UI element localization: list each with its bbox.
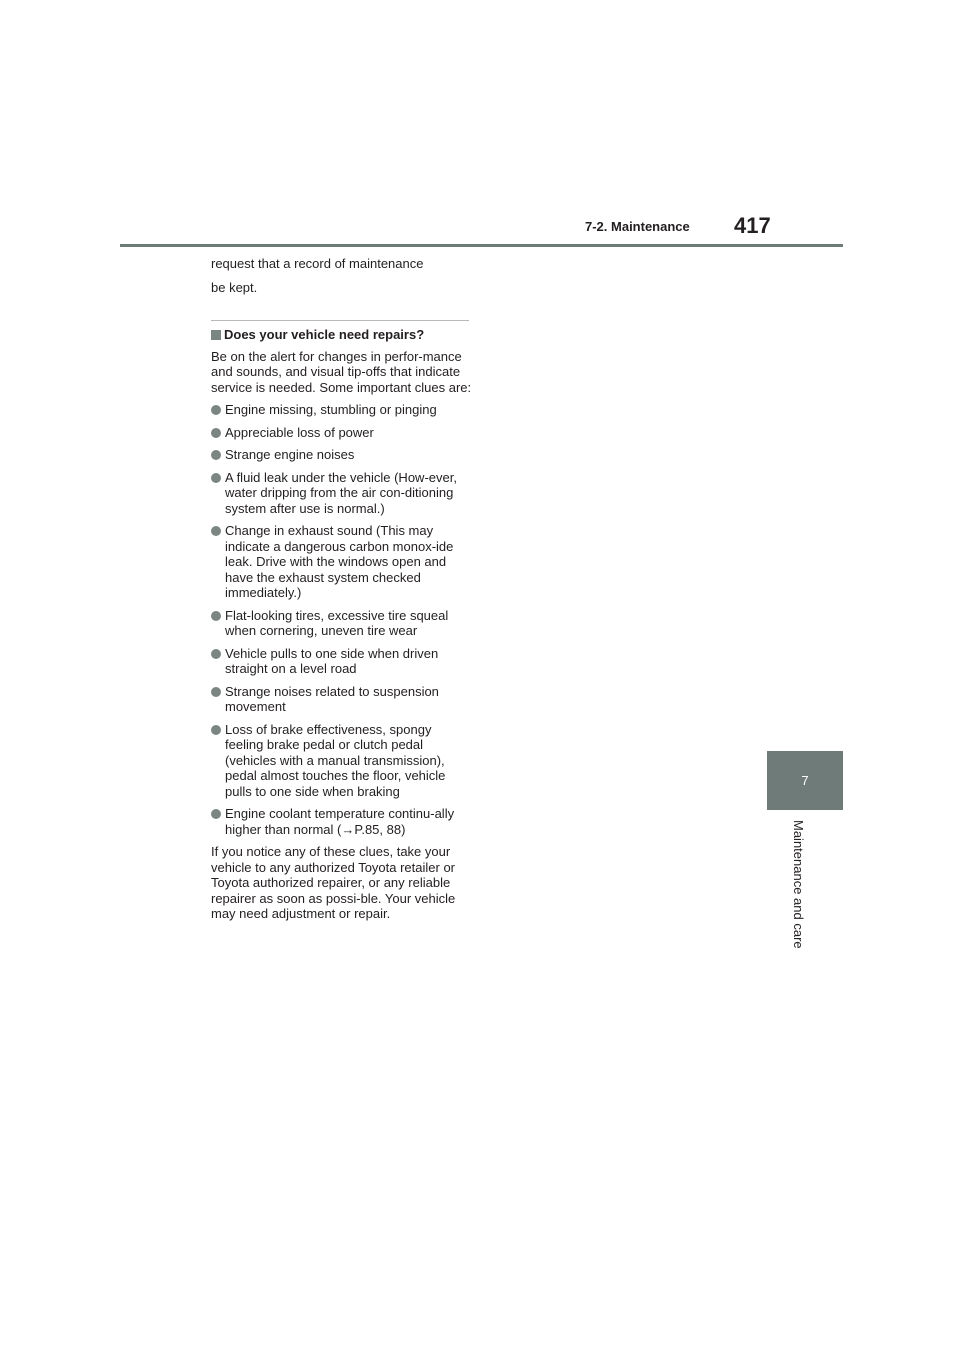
list-item-text: Vehicle pulls to one side when driven straight on a level road <box>225 645 439 676</box>
chapter-tab <box>767 751 843 810</box>
header-section-title: 7-2. Maintenance <box>585 219 690 234</box>
circle-bullet-icon <box>211 687 221 697</box>
list-item <box>211 646 473 677</box>
intro-line: request that a record of maintenance <box>211 256 424 271</box>
list-item <box>211 806 473 837</box>
chapter-title-vertical: Maintenance and care <box>791 820 806 949</box>
list-item-text: Change in exhaust sound (This may indicate a dangerous carbon monox-ide leak. Drive with the windows open and have the exhaust system checked immediately.) <box>225 523 454 600</box>
circle-bullet-icon <box>211 725 221 735</box>
circle-bullet-icon <box>211 649 221 659</box>
list-item-text: Appreciable loss of power <box>225 424 374 440</box>
circle-bullet-icon <box>211 405 221 415</box>
list-item-text: Engine missing, stumbling or pinging <box>225 402 437 417</box>
continued-text <box>211 254 473 298</box>
intro-line: be kept. <box>211 280 258 295</box>
clue-list <box>211 402 473 837</box>
list-item-text: A fluid leak under the vehicle (How-ever, water dripping from the air con-ditioning system after use is normal.) <box>225 469 457 516</box>
circle-bullet-icon <box>211 473 221 483</box>
section-divider <box>211 320 469 321</box>
circle-bullet-icon <box>211 809 221 819</box>
section-intro: Be on the alert for changes in perfor-mance and sounds, and visual tip-offs that indicate service is needed. Some important clues are: <box>211 348 472 395</box>
list-item-text: Strange noises related to suspension movement <box>225 683 439 714</box>
circle-bullet-icon <box>211 428 221 438</box>
list-item-text: Strange engine noises <box>225 447 355 462</box>
circle-bullet-icon <box>211 450 221 460</box>
list-item-text: Loss of brake effectiveness, spongy feeling brake pedal or clutch pedal (vehicles with a manual transmission), pedal almost touches the floor, vehicle pulls to one side when braking <box>225 721 446 799</box>
header-divider <box>120 244 843 247</box>
list-item <box>211 608 473 639</box>
circle-bullet-icon <box>211 526 221 536</box>
chapter-number: 7 <box>801 773 809 788</box>
section-heading <box>211 327 473 343</box>
section-heading-text: Does your vehicle need repairs? <box>224 327 425 342</box>
list-item <box>211 447 473 463</box>
list-item <box>211 523 473 601</box>
list-item <box>211 402 473 418</box>
list-item-text: Flat-looking tires, excessive tire squeal when cornering, uneven tire wear <box>225 607 449 638</box>
square-icon <box>211 330 221 340</box>
page-number: 417 <box>734 213 771 238</box>
list-item <box>211 425 473 441</box>
list-item <box>211 470 473 517</box>
list-item <box>211 722 473 800</box>
closing-paragraph: If you notice any of these clues, take your vehicle to any authorized Toyota retailer or Toyota authorized repairer, or any reliable repairer as soon as possi-ble. Your vehicle may need adjustment or repair. <box>211 844 456 921</box>
page-content <box>211 254 473 922</box>
circle-bullet-icon <box>211 611 221 621</box>
list-item <box>211 684 473 715</box>
list-item-text: Engine coolant temperature continu-ally higher than normal (→P.85, 88) <box>225 806 455 837</box>
